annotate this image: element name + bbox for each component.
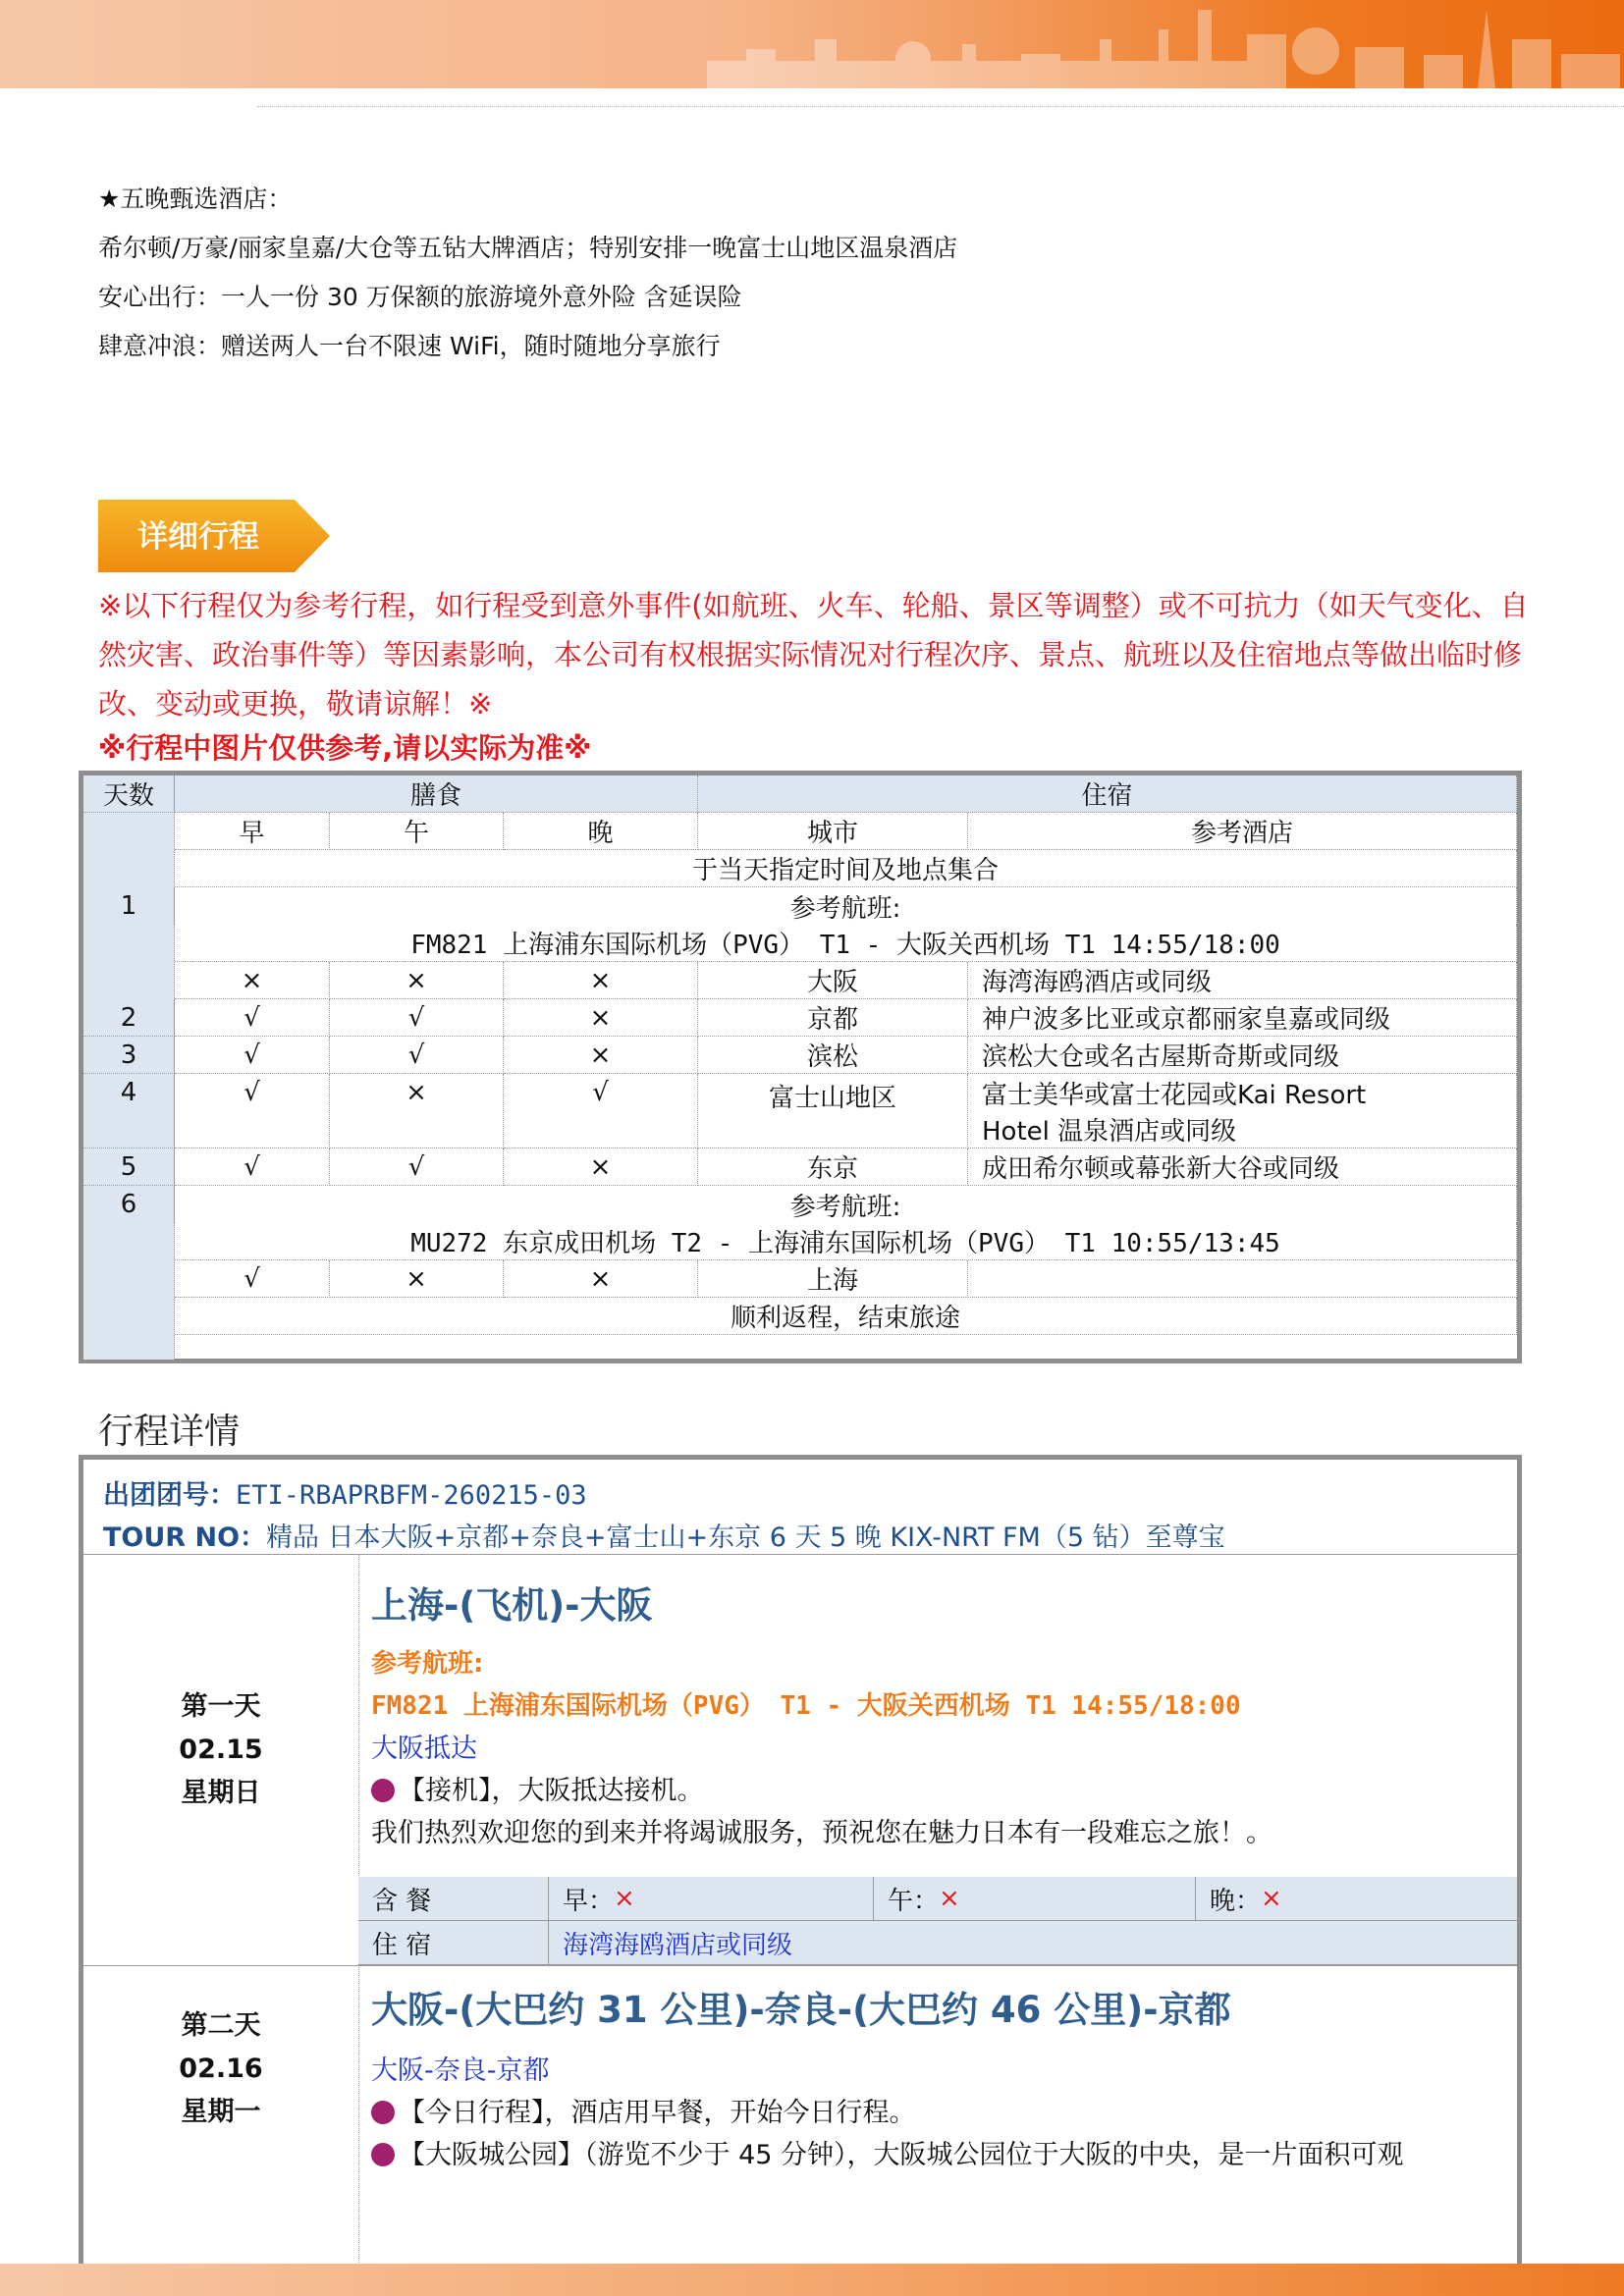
tour-number-line [103, 1516, 1225, 1554]
day2-item-2-text: 【大阪城公园】（游览不少于 45 分钟），大阪城公园位于大阪的中央，是一片面积可观 [399, 2140, 1404, 2170]
day1-weekday: 星期日 [181, 1778, 261, 1808]
tour-label: TOUR NO： [103, 1522, 267, 1553]
detail-subtitle: 行程详情 [98, 1412, 241, 1452]
d2-breakfast: √ [175, 999, 330, 1037]
day1-label: 第一天 [181, 1691, 261, 1722]
day2-label: 第二天 [181, 2010, 261, 2041]
divider [83, 1554, 1517, 1555]
stay-hotel: 海湾海鸥酒店或同级 [549, 1921, 1517, 1965]
d1-breakfast: × [175, 962, 330, 999]
city-skyline-icon [0, 0, 1624, 88]
bullet-icon [371, 1779, 395, 1802]
flight-6: MU272 东京成田机场 T2 - 上海浦东国际机场（PVG） T1 10:55/13:45 [175, 1223, 1517, 1260]
d1-hotel: 海湾海鸥酒店或同级 [968, 962, 1517, 999]
d1-city: 大阪 [698, 962, 968, 999]
footer-banner [0, 2264, 1624, 2296]
day1-info [83, 1685, 358, 1815]
d4-breakfast: √ [175, 1074, 330, 1148]
divider [83, 1965, 1517, 1966]
day1-title: 上海-(飞机)-大阪 [371, 1584, 653, 1627]
d2-lunch: √ [330, 999, 504, 1037]
day-1: 1 [83, 887, 175, 925]
meal-lunch-label: 午： [888, 1886, 940, 1916]
th-lunch: 午 [330, 813, 504, 850]
d5-lunch: √ [330, 1148, 504, 1186]
day1-item-1 [371, 1769, 1510, 1807]
feature-line-2: 希尔顿/万豪/丽家皇嘉/大仓等五钻大牌酒店；特别安排一晚富士山地区温泉酒店 [98, 234, 958, 262]
d5-dinner: × [504, 1148, 698, 1186]
th-meals: 膳食 [175, 775, 698, 813]
day-2: 2 [83, 999, 175, 1037]
meal-breakfast-value: × [614, 1884, 635, 1913]
d2-dinner: × [504, 999, 698, 1037]
row-gather: 于当天指定时间及地点集合 [175, 850, 1517, 887]
day-5: 5 [83, 1148, 175, 1186]
day1-date: 02.15 [179, 1735, 263, 1765]
d1-dinner: × [504, 962, 698, 999]
day2-weekday: 星期一 [181, 2097, 261, 2127]
day-3: 3 [83, 1037, 175, 1074]
flight-label-6: 参考航班: [175, 1186, 1517, 1223]
th-dinner: 晚 [504, 813, 698, 850]
th-days: 天数 [83, 775, 175, 813]
d3-dinner: × [504, 1037, 698, 1074]
d2-hotel: 神户波多比亚或京都丽家皇嘉或同级 [968, 999, 1517, 1037]
d3-city: 滨松 [698, 1037, 968, 1074]
header-banner [0, 0, 1624, 88]
day-4: 4 [83, 1074, 175, 1148]
bullet-icon [371, 2143, 395, 2166]
day2-item-2 [371, 2133, 1510, 2171]
th-stay: 住宿 [698, 775, 1517, 813]
d4-hotel-2: Hotel 温泉酒店或同级 [982, 1116, 1237, 1147]
th-city: 城市 [698, 813, 968, 850]
day2-date: 02.16 [179, 2054, 263, 2084]
group-number-line [103, 1473, 587, 1512]
meal-breakfast-label: 早： [563, 1886, 615, 1916]
d4-hotel: 富士美华或富士花园或Kai Resort [982, 1080, 1367, 1110]
itinerary-notice: ※以下行程仅为参考行程，如行程受到意外事件(如航班、火车、轮船、景区等调整）或不可抗力（如天气变化、自然灾害、政治事件等）等因素影响，本公司有权根据实际情况对行程次序、景点、航班以及住宿地点等做出临时修改、变动或更换，敬请谅解！※ [98, 589, 1529, 721]
day1-item-1-text: 【接机】，大阪抵达接机。 [399, 1776, 704, 1806]
header-divider [257, 106, 1624, 107]
d6-city: 上海 [698, 1260, 968, 1298]
d6-breakfast: √ [175, 1260, 330, 1298]
day1-flight-label: 参考航班: [371, 1649, 484, 1679]
day2-item-1-text: 【今日行程】，酒店用早餐，开始今日行程。 [399, 2098, 916, 2128]
flight-label-1: 参考航班: [175, 887, 1517, 925]
th-hotel: 参考酒店 [968, 813, 1517, 850]
d5-breakfast: √ [175, 1148, 330, 1186]
bullet-icon [371, 2101, 395, 2124]
d6-lunch: × [330, 1260, 504, 1298]
flight-1: FM821 上海浦东国际机场（PVG） T1 - 大阪关西机场 T1 14:55/18:00 [175, 925, 1517, 962]
d6-hotel [968, 1260, 1517, 1298]
meal-dinner-label: 晚： [1210, 1886, 1262, 1916]
day2-title: 大阪-(大巴约 31 公里)-奈良-(大巴约 46 公里)-京都 [371, 1989, 1231, 2031]
d2-city: 京都 [698, 999, 968, 1037]
group-label: 出团团号： [103, 1480, 236, 1511]
meal-lunch [874, 1877, 1196, 1921]
section-badge-label: 详细行程 [137, 519, 259, 555]
day2-item-1 [371, 2091, 1510, 2129]
feature-line-1: ★五晚甄选酒店： [98, 185, 293, 213]
feature-line-3: 安心出行：一人一份 30 万保额的旅游境外意外险 含延误险 [98, 283, 742, 311]
meal-label: 含 餐 [358, 1877, 549, 1921]
d4-lunch: × [330, 1074, 504, 1148]
d3-breakfast: √ [175, 1037, 330, 1074]
day2-info [83, 2004, 358, 2134]
feature-line-4: 肆意冲浪：赠送两人一台不限速 WiFi，随时随地分享旅行 [98, 332, 721, 360]
stay-label: 住 宿 [358, 1921, 549, 1965]
day1-meal-table [358, 1877, 1517, 1965]
d6-dinner: × [504, 1260, 698, 1298]
d5-city: 东京 [698, 1148, 968, 1186]
th-breakfast: 早 [175, 813, 330, 850]
meal-dinner [1196, 1877, 1517, 1921]
day2-route: 大阪-奈良-京都 [371, 2056, 550, 2086]
d5-hotel: 成田希尔顿或幕张新大谷或同级 [968, 1148, 1517, 1186]
d4-city: 富士山地区 [698, 1074, 968, 1148]
meal-lunch-value: × [939, 1884, 960, 1913]
image-notice: ※行程中图片仅供参考,请以实际为准※ [98, 731, 592, 765]
section-badge [98, 500, 330, 572]
d4-hotel-cell [968, 1074, 1517, 1148]
day1-flight: FM821 上海浦东国际机场（PVG） T1 - 大阪关西机场 T1 14:55/18:00 [371, 1691, 1241, 1721]
d4-dinner: √ [504, 1074, 698, 1148]
itinerary-detail [79, 1455, 1522, 2269]
day1-route: 大阪抵达 [371, 1734, 477, 1764]
d1-lunch: × [330, 962, 504, 999]
itinerary-summary-table [79, 771, 1522, 1363]
day1-text: 我们热烈欢迎您的到来并将竭诚服务，预祝您在魅力日本有一段难忘之旅！。 [371, 1818, 1272, 1848]
meal-dinner-value: × [1261, 1884, 1282, 1913]
d3-lunch: √ [330, 1037, 504, 1074]
tour-name: 精品 日本大阪+京都+奈良+富士山+东京 6 天 5 晚 KIX-NRT FM（5 钻）至尊宝 [266, 1522, 1225, 1553]
row-end: 顺利返程，结束旅途 [175, 1298, 1517, 1335]
day-6: 6 [83, 1186, 175, 1223]
group-number: ETI-RBAPRBFM-260215-03 [236, 1480, 587, 1511]
meal-breakfast [549, 1877, 874, 1921]
d3-hotel: 滨松大仓或名古屋斯奇斯或同级 [968, 1037, 1517, 1074]
